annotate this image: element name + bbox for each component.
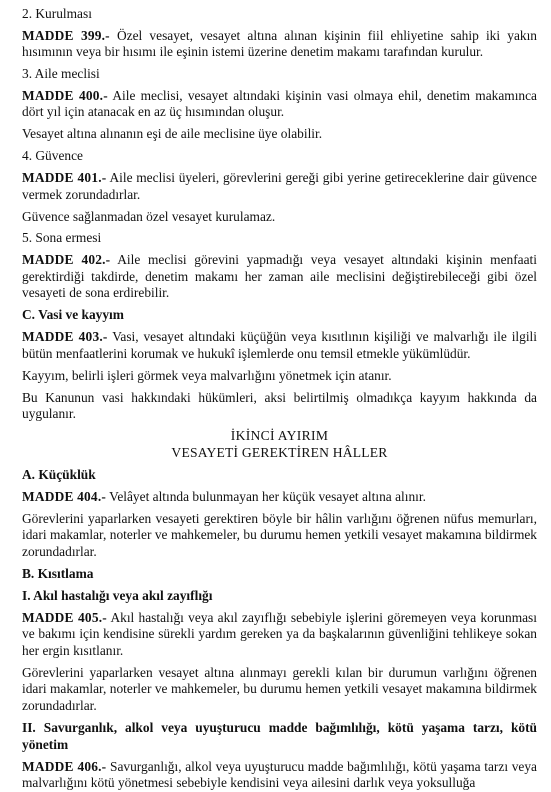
paragraph: Görevlerini yaparlarken vesayet altına alınmayı gerekli kılan bir durumun varlığını öğrenen idari makamlar, noterler ve mahkemeler, bu durumu hemen yetkili vesayet makamına bildirmek zorundadırlar. bbox=[22, 664, 537, 714]
subheading-sona-ermesi: 5. Sona ermesi bbox=[22, 230, 102, 246]
article-label: MADDE 399.- bbox=[22, 27, 110, 43]
article-text: Aile meclisi, vesayet altındaki kişinin vasi olmaya ehil, denetim makamınca dört yıl için atanacak en az üç hısımından oluşur. bbox=[22, 87, 537, 120]
heading-kisitlama: B. Kısıtlama bbox=[22, 565, 94, 581]
subheading-kurulmasi: 2. Kurulması bbox=[22, 6, 92, 21]
part-title: VESAYETİ GEREKTİREN HÂLLER bbox=[171, 444, 388, 460]
article-label: MADDE 405.- bbox=[22, 609, 107, 625]
article-399 bbox=[22, 28, 537, 61]
part-heading: İKİNCİ AYIRIM bbox=[230, 428, 329, 444]
paragraph: Görevlerini yaparlarken vesayeti gerektiren böyle bir hâlin varlığını öğrenen nüfus memurları, idari makamlar, noterler ve mahkemeler, bu durumu hemen yetkili vesayet makamına bildirmek zorundadırlar. bbox=[22, 510, 537, 559]
article-text: Vasi, vesayet altındaki küçüğün veya kısıtlının kişiliği ve malvarlığı ile ilgili bütün menfaatlerini korumak ve hukukî işlemlerde onu temsil etmekle yükümlüdür. bbox=[22, 329, 537, 361]
article-label: MADDE 401.- bbox=[22, 169, 107, 185]
article-label: MADDE 403.- bbox=[22, 329, 108, 345]
subheading-aile-meclisi: 3. Aile meclisi bbox=[22, 66, 100, 82]
heading-savurganlik: II. Savurganlık, alkol veya uyuşturucu madde bağımlılığı, kötü yaşama tarzı, kötü yönetim bbox=[22, 720, 537, 752]
subheading-guvence: 4. Güvence bbox=[22, 148, 83, 164]
paragraph: Bu Kanunun vasi hakkındaki hükümleri, aksi belirtilmiş olmadıkça kayyım hakkında da uygulanır. bbox=[22, 389, 537, 422]
article-label: MADDE 406.- bbox=[22, 758, 107, 774]
article-text: Aile meclisi görevini yapmadığı veya vesayet altındaki kişinin menfaati gerektirdiği takdirde, denetim makamı her zaman aile meclisini değiştirebileceği gibi özel vesayeti de sona erdirebilir. bbox=[22, 252, 537, 301]
paragraph: Güvence sağlanmadan özel vesayet kurulamaz. bbox=[22, 208, 276, 224]
article-label: MADDE 404.- bbox=[22, 488, 107, 504]
article-label: MADDE 402.- bbox=[22, 252, 111, 268]
article-text: Aile meclisi üyeleri, görevlerini gereği gibi yerine getireceklerine dair güvence vermek zorundadırlar. bbox=[22, 169, 537, 202]
heading-vasi-ve-kayyim: C. Vasi ve kayyım bbox=[22, 307, 124, 323]
article-405 bbox=[22, 610, 537, 660]
article-text: Akıl hastalığı veya akıl zayıflığı sebebiyle işlerini göremeyen veya korunması ve bakımı için kendisine sürekli yardım gereken ya da başkalarının güvenliğini tehlikeye sokan her ergin kısıtlanır. bbox=[22, 609, 537, 658]
paragraph: Kayyım, belirli işleri görmek veya malvarlığını yönetmek için atanır. bbox=[22, 367, 392, 383]
article-400 bbox=[22, 88, 537, 121]
heading-akil-hastaligi: I. Akıl hastalığı veya akıl zayıflığı bbox=[22, 587, 213, 603]
article-text: Velâyet altında bulunmayan her küçük vesayet altına alınır. bbox=[106, 488, 426, 504]
article-406 bbox=[22, 759, 537, 792]
article-text: Savurganlığı, alkol veya uyuşturucu madde bağımlılığı, kötü yaşama tarzı veya malvarlığını kötü yönetmesi sebebiyle kendisini veya ailesini darlık veya yoksulluğa bbox=[22, 758, 537, 791]
article-402 bbox=[22, 252, 537, 302]
heading-kucukluk: A. Küçüklük bbox=[22, 466, 96, 482]
article-text: Özel vesayet, vesayet altına alınan kişinin fiil ehliyetine sahip iki yakın hısımının veya bir hısımı ile eşinin istemi üzerine denetim makamı tarafından kurulur. bbox=[22, 27, 537, 60]
article-label: MADDE 400.- bbox=[22, 87, 108, 103]
paragraph: Vesayet altına alınanın eşi de aile meclisine üye olabilir. bbox=[22, 126, 323, 142]
article-401 bbox=[22, 170, 537, 203]
article-404 bbox=[22, 489, 537, 506]
article-403 bbox=[22, 329, 537, 362]
